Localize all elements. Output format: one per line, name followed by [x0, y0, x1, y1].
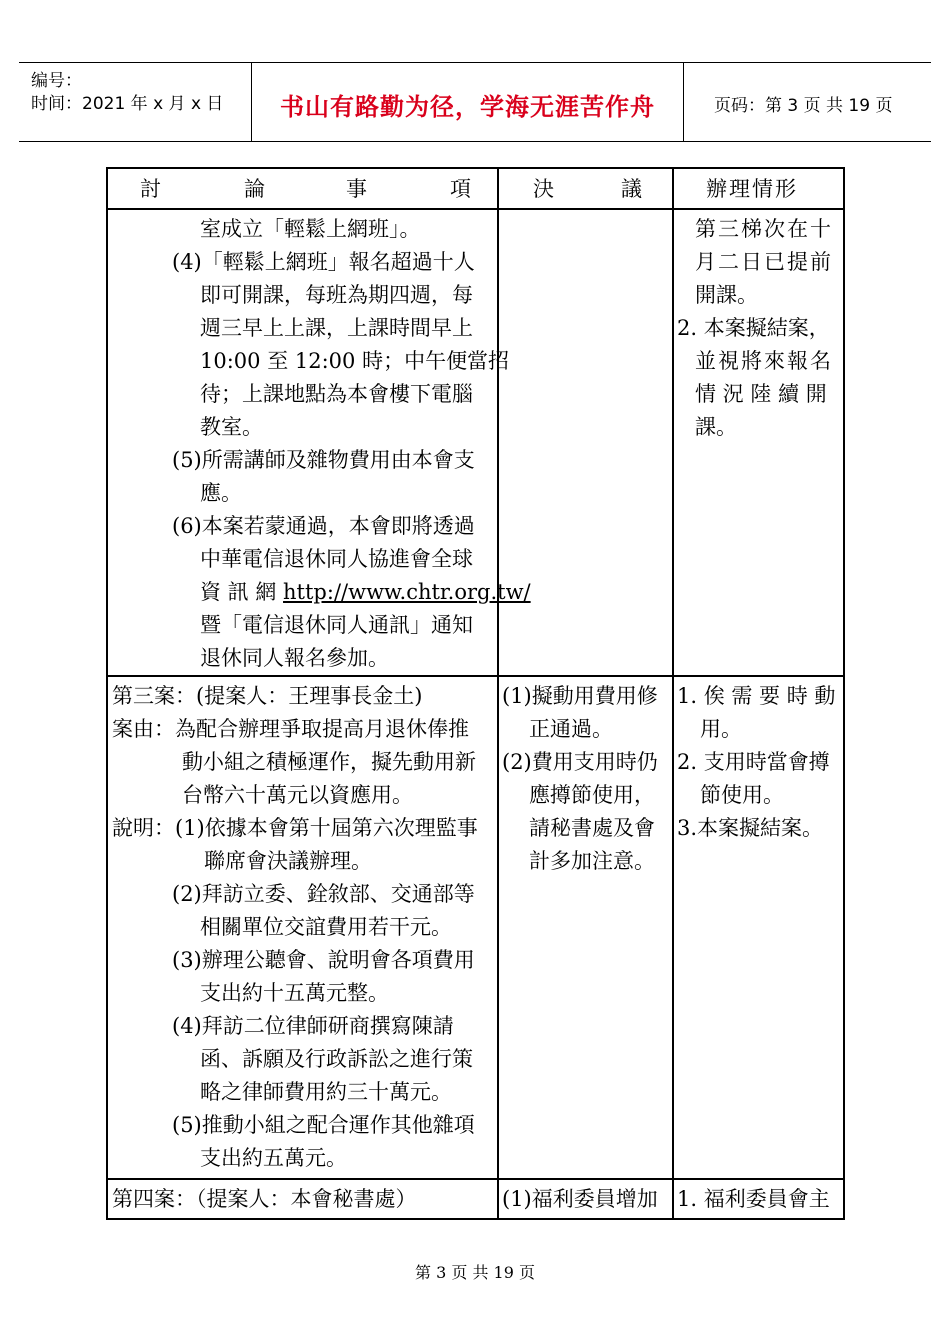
page-header [19, 62, 931, 142]
row2-discussion-line: 動小組之積極運作，擬先動用新 [182, 750, 476, 774]
row1-status-line: 情 況 陸 續 開 [695, 382, 827, 406]
row2-status-line: 3.本案擬結案。 [677, 816, 824, 840]
row2-status-line: 用。 [700, 717, 742, 741]
row1-discussion-line: 即可開課，每班為期四週，每 [200, 283, 473, 307]
row1-discussion-line: (6)本案若蒙通過，本會即將透過 [172, 514, 475, 538]
row2-resolution-line: 應撙節使用， [529, 783, 655, 807]
row2-status-line: 2. 支用時當會撙 [677, 750, 830, 774]
row1-status-line: 第三梯次在十 [695, 217, 833, 241]
row1-discussion-line: 教室。 [200, 415, 263, 439]
row3-resolution-line: (1)福利委員增加 [502, 1187, 658, 1211]
row3-status-line: 1. 福利委員會主 [677, 1187, 830, 1211]
row1-discussion-line: 10:00 至 12:00 時；中午便當招 [200, 349, 510, 373]
row1-status-line: 課。 [695, 415, 737, 439]
time-label: 时间：2021 年 x 月 x 日 [31, 94, 224, 114]
serial-label: 编号： [31, 71, 82, 91]
row2-status-line: 1. 俟 需 要 時 動 [677, 684, 836, 708]
row1-discussion-line: (4)「輕鬆上網班」報名超過十人 [172, 250, 475, 274]
row2-discussion-line: (4)拜訪二位律師研商撰寫陳請 [172, 1014, 454, 1038]
row2-discussion-line: 支出約十五萬元整。 [200, 981, 389, 1005]
row2-discussion-line: 函、訴願及行政訴訟之進行策 [200, 1047, 473, 1071]
row2-status-line: 節使用。 [700, 783, 784, 807]
page-label: 页码：第 3 页 共 19 页 [714, 96, 893, 116]
row1-status-line: 月二日已提前 [695, 250, 833, 274]
row1-discussion-line: 暨「電信退休同人通訊」通知 [200, 613, 473, 637]
row2-discussion-line: 聯席會決議辦理。 [204, 849, 372, 873]
row2-discussion-line: (3)辦理公聽會、說明會各項費用 [172, 948, 475, 972]
row1-status-line: 開課。 [695, 283, 758, 307]
row2-resolution-line: 計多加注意。 [529, 849, 655, 873]
row2-discussion-line: 略之律師費用約三十萬元。 [200, 1080, 452, 1104]
page-footer: 第 3 页 共 19 页 [415, 1263, 535, 1282]
row2-resolution-line: (1)擬動用費用修 [502, 684, 658, 708]
col-header-status: 辦理情形 [706, 177, 798, 201]
row2-resolution-line: 請秘書處及會 [529, 816, 655, 840]
col-header-discussion: 討 論 事 項 [140, 177, 471, 201]
row2-resolution-line: 正通過。 [529, 717, 613, 741]
row3-discussion-line: 第四案：（提案人：本會秘書處） [112, 1187, 417, 1211]
row2-discussion-line: 相關單位交誼費用若干元。 [200, 915, 452, 939]
minutes-table [106, 167, 845, 1220]
row1-discussion-line [200, 576, 531, 609]
row1-discussion-line: 應。 [200, 481, 242, 505]
website-link[interactable]: http://www.chtr.org.tw/ [283, 580, 531, 604]
header-meta-cell [19, 63, 252, 141]
row1-status-line: 並視將來報名 [695, 349, 833, 373]
row-divider [108, 675, 843, 677]
row-divider [108, 1178, 843, 1180]
row1-discussion-line: 退休同人報名參加。 [200, 646, 389, 670]
column-divider [497, 169, 499, 1218]
row2-discussion-line: 說明：(1)依據本會第十屆第六次理監事 [112, 816, 478, 840]
row1-discussion-line: 室成立「輕鬆上網班」。 [200, 217, 421, 241]
header-motto-cell [252, 63, 684, 141]
row1-discussion-line: 週三早上上課，上課時間早上 [200, 316, 473, 340]
row1-discussion-line: 中華電信退休同人協進會全球 [200, 547, 473, 571]
row1-discussion-line: 待；上課地點為本會樓下電腦 [200, 382, 473, 406]
row2-discussion-line: (5)推動小組之配合運作其他雜項 [172, 1113, 475, 1137]
row1-status-line: 2. 本案擬結案， [677, 316, 830, 340]
website-label: 資 訊 網 [200, 580, 284, 604]
col-header-resolution: 決 議 [533, 177, 642, 201]
row2-discussion-line: 支出約五萬元。 [200, 1146, 347, 1170]
row2-discussion-line: (2)拜訪立委、銓敘部、交通部等 [172, 882, 475, 906]
row2-discussion-line: 第三案：(提案人：王理事長金土) [112, 684, 423, 708]
row1-discussion-line: (5)所需講師及雜物費用由本會支 [172, 448, 475, 472]
motto: 书山有路勤为径，学海无涯苦作舟 [280, 93, 655, 121]
row2-resolution-line: (2)費用支用時仍 [502, 750, 658, 774]
header-page-cell [684, 63, 931, 141]
row2-discussion-line: 台幣六十萬元以資應用。 [182, 783, 413, 807]
column-divider [672, 169, 674, 1218]
row2-discussion-line: 案由：為配合辦理爭取提高月退休俸推 [112, 717, 469, 741]
